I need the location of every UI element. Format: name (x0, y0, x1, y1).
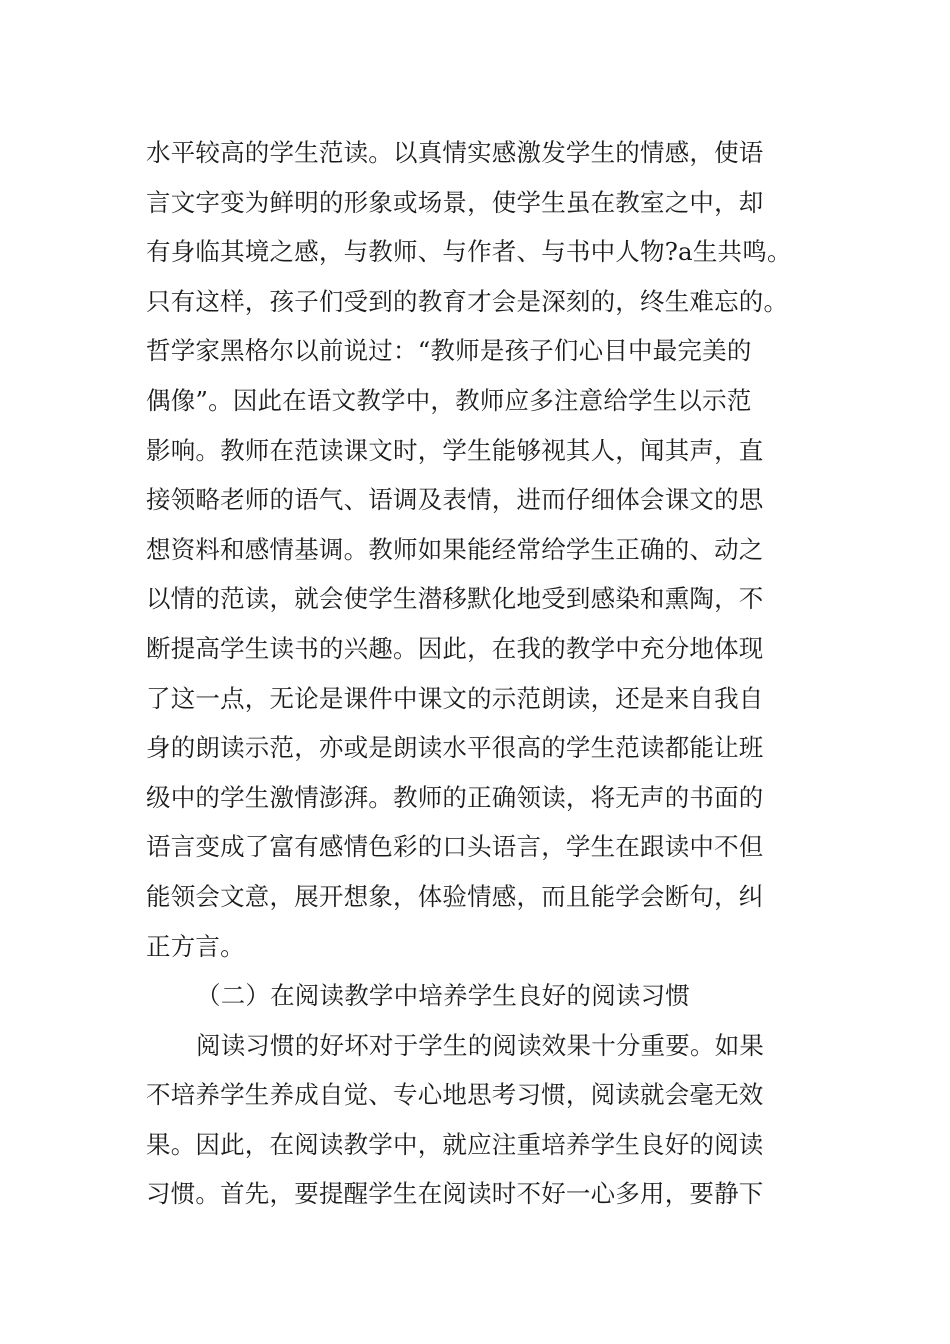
text-line: 言文字变为鲜明的形象或场景，使学生虽在教室之中，却 (146, 187, 764, 217)
text-line: 影响。教师在范读课文时，学生能够视其人，闻其声，直 (146, 435, 764, 465)
body-text (146, 128, 826, 1219)
text-line: 想资料和感情基调。教师如果能经常给学生正确的、动之 (146, 534, 764, 564)
text-line: 有身临其境之感，与教师、与作者、与书中人物?a生共鸣。 (146, 237, 792, 267)
text-line: 水平较高的学生范读。以真情实感激发学生的情感，使语 (146, 138, 764, 167)
text-line: 级中的学生激情澎湃。教师的正确领读，将无声的书面的 (146, 782, 764, 812)
text-line: 习惯。首先，要提醒学生在阅读时不好一心多用，要静下 (146, 1179, 764, 1209)
text-line: 接领略老师的语气、语调及表情，进而仔细体会课文的思 (146, 485, 764, 515)
text-line: 偶像”。因此在语文教学中，教师应多注意给学生以示范 (146, 385, 752, 415)
text-line: 以情的范读，就会使学生潜移默化地受到感染和熏陶，不 (146, 584, 764, 614)
text-line: 阅读习惯的好坏对于学生的阅读效果十分重要。如果 (196, 1030, 765, 1060)
text-line: 了这一点，无论是课件中课文的示范朗读，还是来自我自 (146, 683, 764, 713)
text-line: 果。因此，在阅读教学中，就应注重培养学生良好的阅读 (146, 1129, 764, 1159)
text-line: 哲学家黑格尔以前说过：“教师是孩子们心目中最完美的 (146, 336, 752, 366)
section-heading: （二）在阅读教学中培养学生良好的阅读习惯 (196, 981, 690, 1011)
text-line: 能领会文意，展开想象，体验情感，而且能学会断句，纠 (146, 881, 764, 911)
text-line: 不培养学生养成自觉、专心地思考习惯，阅读就会毫无效 (146, 1080, 764, 1110)
text-line: 正方言。 (146, 931, 245, 961)
text-line: 语言变成了富有感情色彩的口头语言，学生在跟读中不但 (146, 832, 764, 862)
text-line: 断提高学生读书的兴趣。因此，在我的教学中充分地体现 (146, 633, 764, 663)
text-line: 只有这样，孩子们受到的教育才会是深刻的，终生难忘的。 (146, 286, 789, 316)
text-line: 身的朗读示范，亦或是朗读水平很高的学生范读都能让班 (146, 733, 764, 763)
